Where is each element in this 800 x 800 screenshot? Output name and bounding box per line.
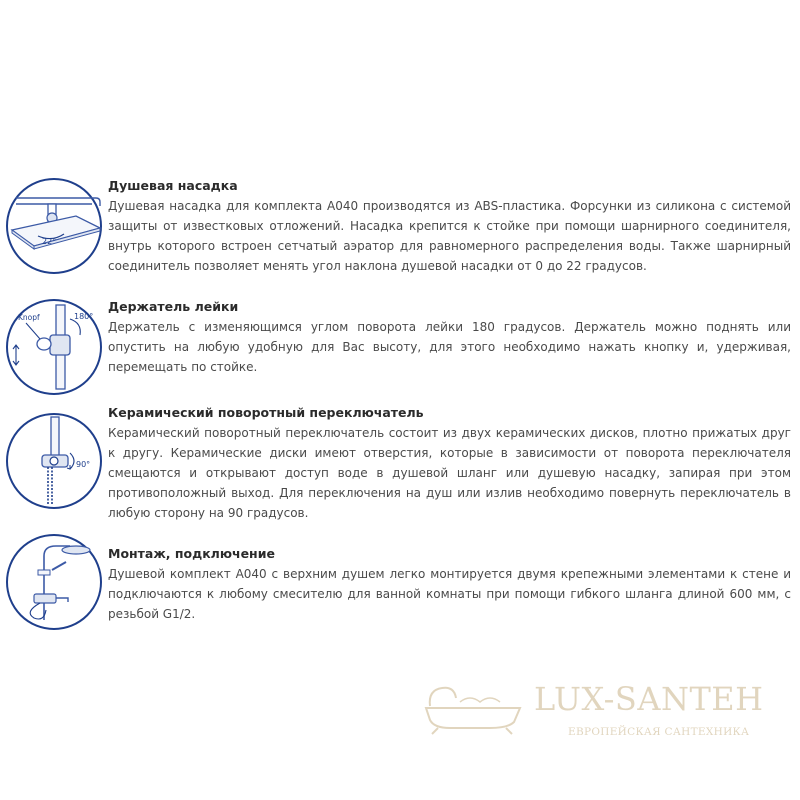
angle-label: 180°: [74, 312, 94, 321]
shower-set-icon: [4, 532, 104, 632]
watermark-name: LUX-SANTEH: [534, 680, 764, 718]
diverter-switch-icon: [4, 411, 104, 511]
section-body: Душевая насадка для комплекта A040 производятся из ABS-пластика. Форсунки из силикона с системой защиты от известковых отложений. Насадка крепится к стойке при помощи шарнирного соединителя, внутрь которого встроен сетчатый аэратор для равномерного распределения воды. Также шарнирный соединитель позволяет менять угол наклона душевой насадки от 0 до 22 градусов.: [108, 199, 791, 273]
section-body: Душевой комплект A040 с верхним душем легко монтируется двумя крепежными элементами к стене и подключаются к любому смесителю для ванной комнаты при помощи гибкого шланга длиной 600 мм, с резьбой G1/2.: [108, 567, 791, 621]
shower-head-icon: [4, 176, 104, 276]
shower-holder-icon: [4, 297, 104, 397]
section-title: Керамический поворотный переключатель: [108, 405, 424, 420]
section-body: Керамический поворотный переключатель состоит из двух керамических дисков, плотно прижатых друг к другу. Керамические диски имеют отверстия, которые в зависимости от поворота переключателя смещаются и открывают доступ воде в душевой шланг или душевую насадку, запирая при этом противоположный выход. Для переключения на душ или излив необходимо повернуть переключатель в любую сторону на 90 градусов.: [108, 426, 791, 520]
section-title: Душевая насадка: [108, 178, 238, 193]
angle-label: 22°: [42, 237, 57, 246]
bathtub-logo-icon: [420, 676, 525, 736]
section-title: Монтаж, подключение: [108, 546, 275, 561]
section-body: Держатель с изменяющимся углом поворота лейки 180 градусов. Держатель можно поднять или опустить на любую удобную для Вас высоту, для этого необходимо нажать кнопку и, удерживая, перемещать по стойке.: [108, 320, 791, 374]
section-title: Держатель лейки: [108, 299, 239, 314]
angle-label: 90°: [76, 460, 91, 469]
watermark: [420, 676, 800, 746]
watermark-subtitle: ЕВРОПЕЙСКАЯ САНТЕХНИКА: [568, 726, 750, 738]
button-label: Knopf: [18, 313, 40, 322]
